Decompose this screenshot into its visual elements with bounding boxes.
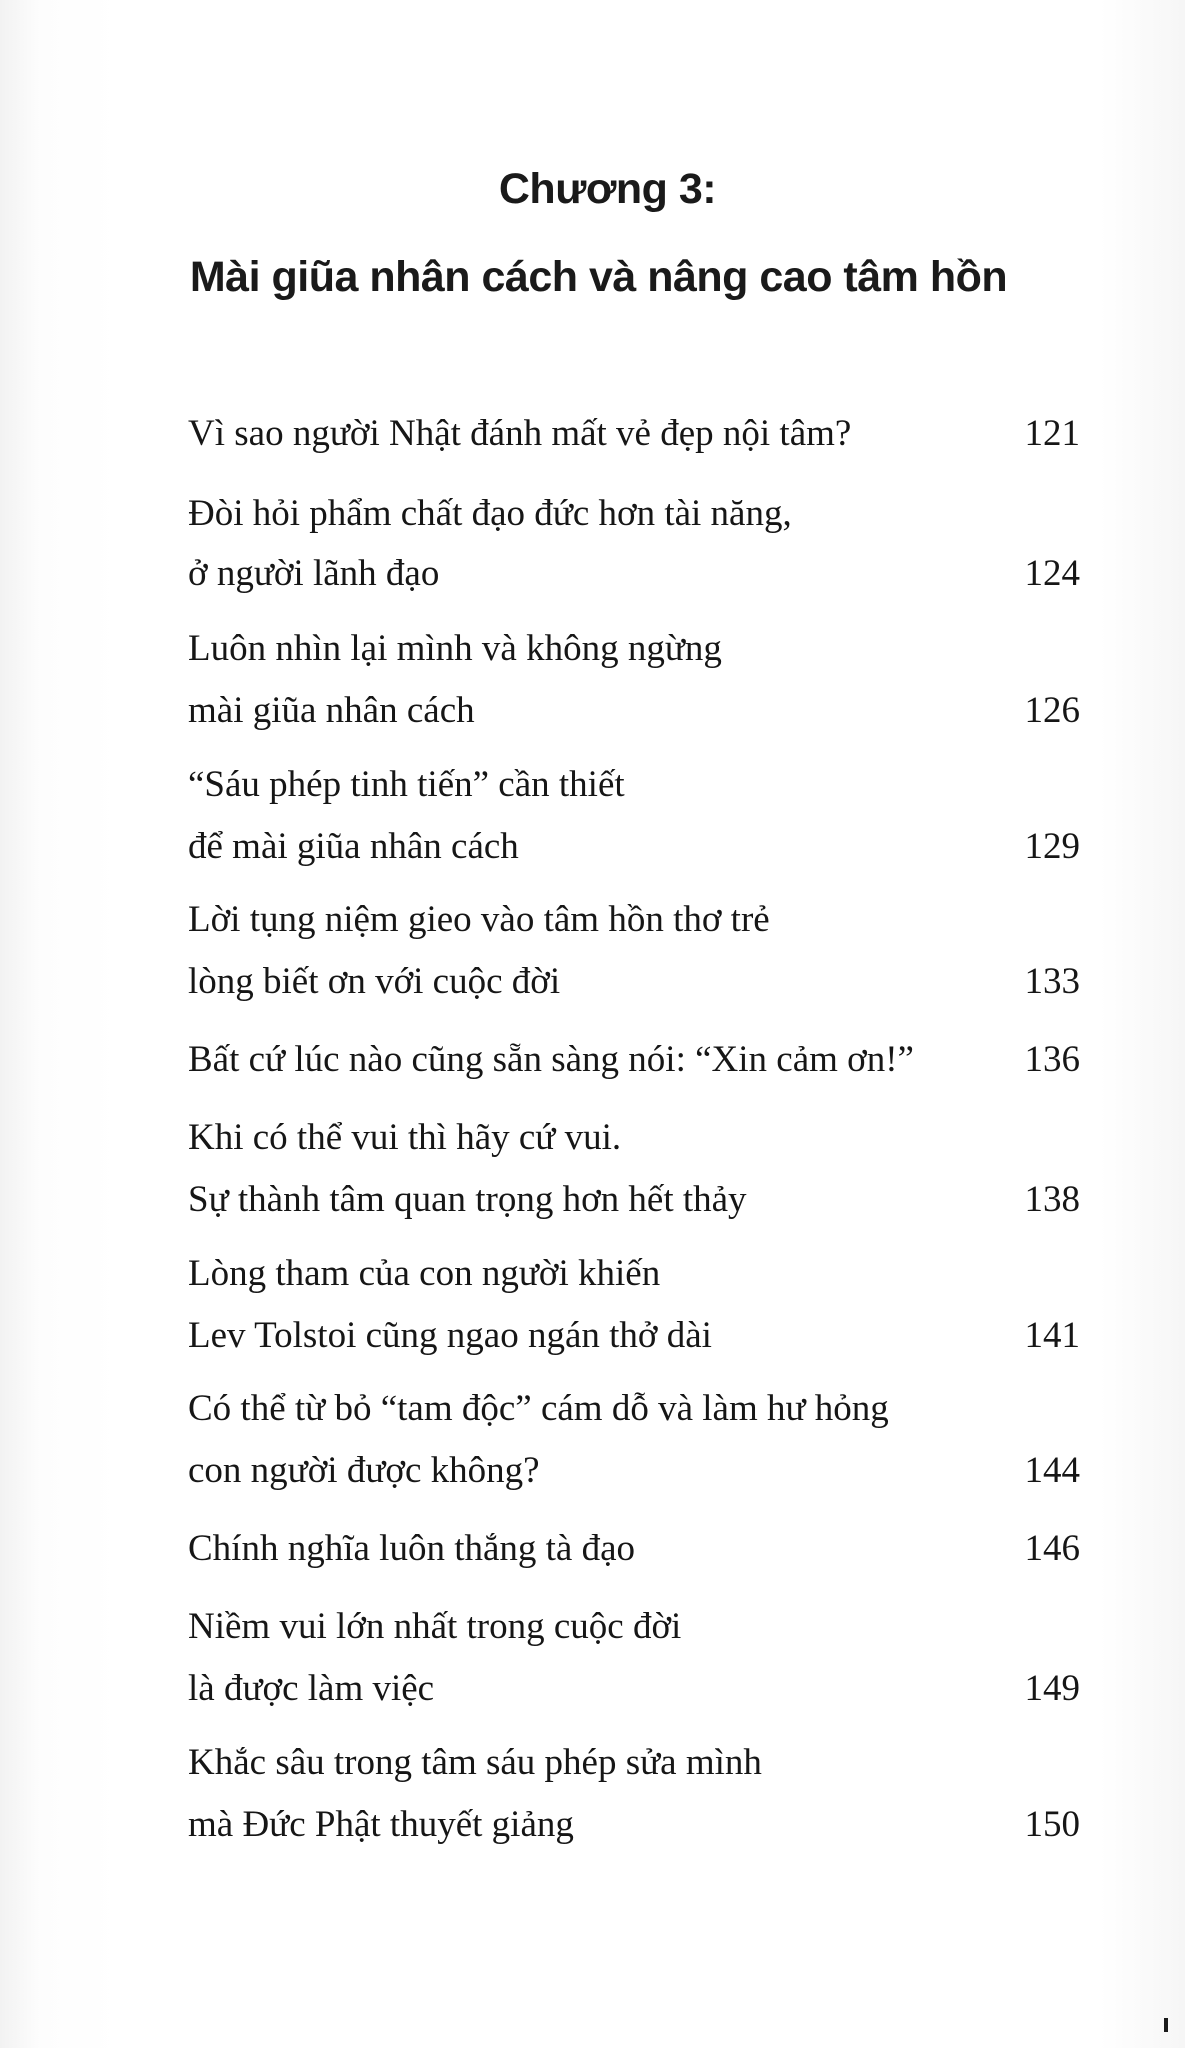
toc-entry-title: Lời tụng niệm gieo vào tâm hồn thơ trẻ bbox=[188, 899, 770, 940]
toc-entry-title: Đòi hỏi phẩm chất đạo đức hơn tài năng, bbox=[188, 493, 792, 534]
toc-entry-page: 133 bbox=[1024, 961, 1080, 1002]
toc-entry-title: Khắc sâu trong tâm sáu phép sửa mình bbox=[188, 1742, 762, 1783]
toc-entry-title: Luôn nhìn lại mình và không ngừng bbox=[188, 628, 722, 669]
toc-entry-title: Lòng tham của con người khiến bbox=[188, 1253, 661, 1294]
toc-entry-title: Có thể từ bỏ “tam độc” cám dỗ và làm hư hỏng bbox=[188, 1388, 889, 1429]
toc-entry-title: Sự thành tâm quan trọng hơn hết thảy bbox=[188, 1179, 747, 1220]
toc-entry-title: lòng biết ơn với cuộc đời bbox=[188, 961, 561, 1002]
toc-entry-page: 141 bbox=[1024, 1315, 1080, 1356]
toc-entry-title: để mài giũa nhân cách bbox=[188, 826, 519, 867]
toc-entry-page: 146 bbox=[1024, 1528, 1080, 1569]
chapter-title: Mài giũa nhân cách và nâng cao tâm hồn bbox=[189, 253, 1008, 301]
toc-entry-title: Lev Tolstoi cũng ngao ngán thở dài bbox=[188, 1315, 712, 1356]
toc-entry-page: 149 bbox=[1024, 1668, 1080, 1709]
toc-entry-title: mà Đức Phật thuyết giảng bbox=[188, 1804, 574, 1845]
toc-entry-title: “Sáu phép tinh tiến” cần thiết bbox=[188, 764, 625, 805]
toc-entry-title: Vì sao người Nhật đánh mất vẻ đẹp nội tâm? bbox=[188, 413, 852, 454]
toc-entry-page: 121 bbox=[1024, 413, 1080, 454]
toc-entry-title: Bất cứ lúc nào cũng sẵn sàng nói: “Xin cảm ơn!” bbox=[188, 1039, 914, 1080]
toc-entry-title: Niềm vui lớn nhất trong cuộc đời bbox=[188, 1606, 682, 1647]
toc-entry-page: 129 bbox=[1024, 826, 1080, 867]
toc-entry-page: 136 bbox=[1024, 1039, 1080, 1080]
toc-entry-page: 126 bbox=[1024, 690, 1080, 731]
toc-entry-title: mài giũa nhân cách bbox=[188, 690, 475, 731]
page-edge-mark bbox=[1164, 2018, 1168, 2032]
chapter-number: Chương 3: bbox=[498, 165, 717, 213]
toc-entry-page: 144 bbox=[1024, 1450, 1080, 1491]
toc-entry-title: con người được không? bbox=[188, 1450, 540, 1491]
toc-entry-title: ở người lãnh đạo bbox=[188, 553, 440, 594]
toc-entry-page: 124 bbox=[1024, 553, 1080, 594]
toc-entry-title: là được làm việc bbox=[188, 1668, 435, 1709]
toc-entry-title: Khi có thể vui thì hãy cứ vui. bbox=[188, 1117, 622, 1158]
toc-entry-title: Chính nghĩa luôn thắng tà đạo bbox=[188, 1528, 636, 1569]
toc-entry-page: 138 bbox=[1024, 1179, 1080, 1220]
toc-entry-page: 150 bbox=[1024, 1804, 1080, 1845]
